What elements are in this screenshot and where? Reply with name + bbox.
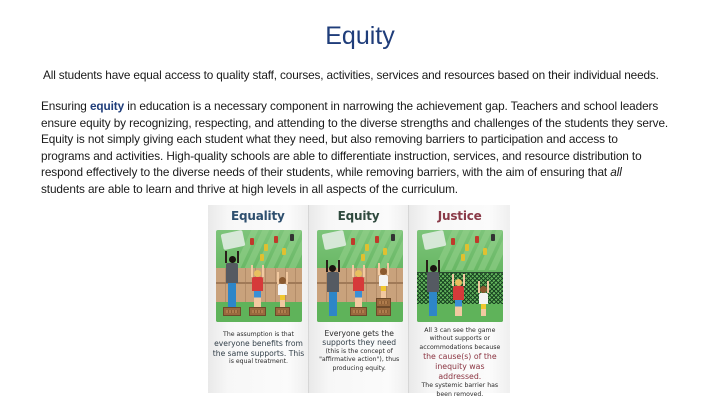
wooden-crate-support [223,307,241,316]
panel-equality [208,205,309,393]
soccer-player-figure [375,236,379,243]
panel-title: Justice [437,209,482,223]
wooden-crate-support [376,307,391,316]
body-paragraph [41,98,720,197]
panel-justice [409,205,510,398]
caption-line: the same supports. This [212,348,305,358]
fence-scene-illustration [317,230,403,322]
wooden-crate-support [249,307,266,316]
equity-emphasis: equity [89,99,125,113]
caption-line: "affirmative action"), thus [319,356,400,364]
all-emphasis: all [610,165,622,179]
soccer-player-figure [282,248,286,255]
body-line-4: programs and activities. High-quality schools are able to differentiate instruction, services, and resource distribution to [41,148,642,163]
caption-line: the cause(s) of the [423,352,497,362]
wooden-crate-support [376,298,391,307]
goal-net [221,230,246,250]
panel-equity [309,205,410,393]
fence-scene-illustration [216,230,302,322]
slide-subtitle: All students have equal access to quality staff, courses, activities, services and resources based on their individual needs. [43,68,659,82]
soccer-player-figure [260,254,264,261]
caption-line: been removed. [436,390,484,398]
caption-line: The assumption is that [223,331,294,338]
caption-line: without supports or [429,335,491,343]
body-line-5 [41,164,720,181]
soccer-player-figure [461,254,465,261]
panel-caption [212,331,305,367]
wooden-crate-support [350,307,367,316]
soccer-player-figure [391,234,395,241]
caption-line: All 3 can see the game [424,327,496,334]
goal-net [321,230,346,250]
panel-title: Equity [337,209,380,223]
caption-line: inequity was addressed. [435,362,485,382]
soccer-player-figure [483,248,487,255]
body-line-6: students are able to learn and thrive at high levels in all aspects of the curriculum. [41,181,458,196]
panel-title: Equality [231,209,285,223]
caption-line: accommodations because [419,343,501,351]
soccer-player-figure [491,234,495,241]
wooden-crate-support [275,307,290,316]
soccer-player-figure [274,236,278,243]
caption-line: Everyone gets the [324,329,394,338]
caption-line: supports they need [322,338,397,348]
soccer-player-figure [475,236,479,243]
soccer-player-figure [365,244,369,251]
caption-line: producing equity. [332,364,386,372]
slide-title: Equity [325,22,395,50]
body-line-3: Equity is not simply giving each student what they need, but also removing barriers to participation and access to [41,132,618,146]
panel-caption [413,327,506,399]
equality-equity-justice-infographic [208,205,510,398]
soccer-player-figure [383,248,387,255]
soccer-player-figure [250,238,254,245]
caption-line: is equal treatment. [228,358,289,366]
caption-line: (this is the concept of [325,347,393,355]
soccer-player-figure [361,254,365,261]
panel-caption [313,329,406,373]
body-line-2: ensure equity by recognizing, respecting, and attending to the diverse strengths and challenges of the students they serve. [41,115,669,130]
soccer-player-figure [451,238,455,245]
body-line-1 [41,98,720,115]
soccer-player-figure [465,244,469,251]
body-text-run: respond effectively to the diverse needs of their students, while removing barriers, with the aim of ensuring that [41,165,611,179]
soccer-player-figure [264,244,268,251]
body-text-run: in education is a necessary component in narrowing the achievement gap. Teachers and school leaders [124,99,659,113]
fence-scene-illustration [417,230,503,322]
body-text-run: Ensuring [41,99,90,113]
caption-line: The systemic barrier has [421,382,499,390]
soccer-player-figure [290,234,294,241]
soccer-player-figure [351,238,355,245]
caption-line: everyone benefits from [214,339,303,349]
